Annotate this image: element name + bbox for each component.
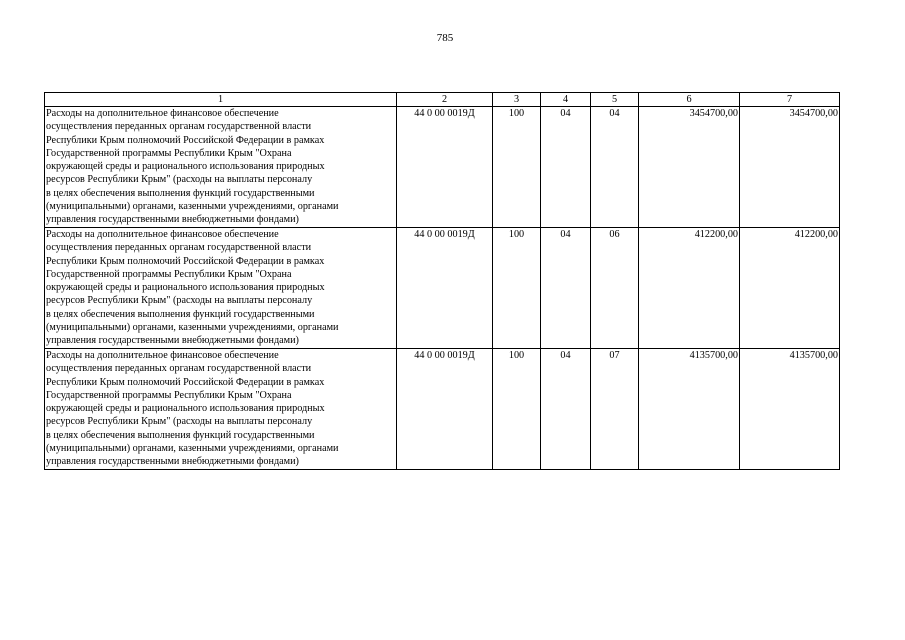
section-cell: 04 xyxy=(541,349,591,470)
column-header: 6 xyxy=(639,93,740,107)
row-description: Расходы на дополнительное финансовое обеспечение осуществления переданных органам государственной власти Республики Крым полномочий Российской Федерации в рамках Государственной программы Республики Крым "Охрана окружающей среды и рационального использования природных ресурсов Республики Крым" (расходы на выплаты персоналу в целях обеспечения выполнения функций государственными (муниципальными) органами, казенными учреждениями, органами управления государственными внебюджетными фондами) xyxy=(45,228,397,349)
row-description: Расходы на дополнительное финансовое обеспечение осуществления переданных органам государственной власти Республики Крым полномочий Российской Федерации в рамках Государственной программы Республики Крым "Охрана окружающей среды и рационального использования природных ресурсов Республики Крым" (расходы на выплаты персоналу в целях обеспечения выполнения функций государственными (муниципальными) органами, казенными учреждениями, органами управления государственными внебюджетными фондами) xyxy=(45,107,397,228)
column-header: 2 xyxy=(397,93,493,107)
column-header: 7 xyxy=(740,93,840,107)
table-row xyxy=(45,228,840,349)
amount-col6-cell: 3454700,00 xyxy=(639,107,740,228)
section-cell: 04 xyxy=(541,107,591,228)
target-code-cell: 44 0 00 0019Д xyxy=(397,228,493,349)
subsection-cell: 06 xyxy=(591,228,639,349)
table-row xyxy=(45,349,840,470)
section-cell: 04 xyxy=(541,228,591,349)
target-code-cell: 44 0 00 0019Д xyxy=(397,349,493,470)
column-header: 4 xyxy=(541,93,591,107)
table-row xyxy=(45,107,840,228)
page-number: 785 xyxy=(436,32,454,44)
target-code-cell: 44 0 00 0019Д xyxy=(397,107,493,228)
table-header-row xyxy=(45,93,840,107)
expense-type-cell: 100 xyxy=(493,107,541,228)
budget-table xyxy=(44,92,840,470)
amount-col6-cell: 412200,00 xyxy=(639,228,740,349)
expense-type-cell: 100 xyxy=(493,228,541,349)
column-header: 1 xyxy=(45,93,397,107)
row-description: Расходы на дополнительное финансовое обеспечение осуществления переданных органам государственной власти Республики Крым полномочий Российской Федерации в рамках Государственной программы Республики Крым "Охрана окружающей среды и рационального использования природных ресурсов Республики Крым" (расходы на выплаты персоналу в целях обеспечения выполнения функций государственными (муниципальными) органами, казенными учреждениями, органами управления государственными внебюджетными фондами) xyxy=(45,349,397,470)
column-header: 3 xyxy=(493,93,541,107)
column-header: 5 xyxy=(591,93,639,107)
amount-col7-cell: 3454700,00 xyxy=(740,107,840,228)
amount-col6-cell: 4135700,00 xyxy=(639,349,740,470)
amount-col7-cell: 4135700,00 xyxy=(740,349,840,470)
subsection-cell: 04 xyxy=(591,107,639,228)
subsection-cell: 07 xyxy=(591,349,639,470)
amount-col7-cell: 412200,00 xyxy=(740,228,840,349)
expense-type-cell: 100 xyxy=(493,349,541,470)
